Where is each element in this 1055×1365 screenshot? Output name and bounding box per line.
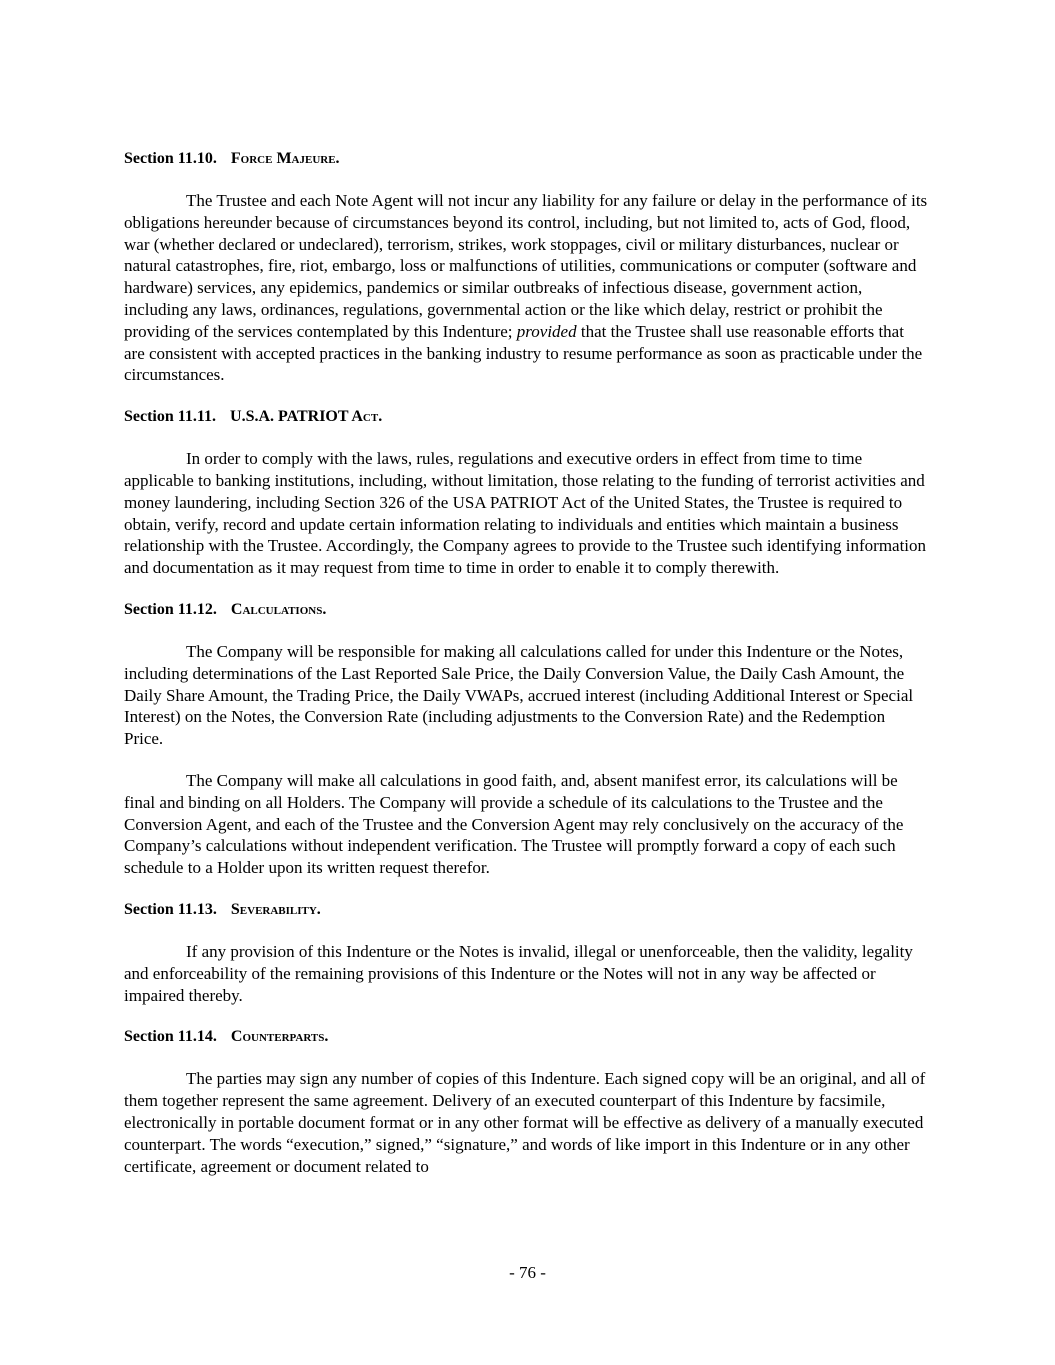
section-title: Counterparts. [230, 1028, 329, 1046]
page-number: - 76 - [509, 1263, 546, 1282]
section-heading [124, 899, 928, 921]
section-heading [124, 148, 928, 170]
section-11-14 [124, 1026, 928, 1177]
section-paragraph [124, 190, 928, 386]
section-title: Severability. [230, 900, 321, 918]
section-number: Section 11.13. [124, 900, 217, 918]
section-11-11 [124, 406, 928, 579]
paragraph-text: that the Trustee shall use reasonable efforts that are consistent with accepted practices in the banking industry to resume performance as soon as practicable under the circumstances. [124, 321, 923, 385]
section-paragraph: The Company will make all calculations in good faith, and, absent manifest error, its calculations will be final and binding on all Holders. The Company will provide a schedule of its calculations to the Trustee and the Conversion Agent, and each of the Trustee and the Conversion Agent may rely conclusively on the accuracy of the Company’s calculations without independent verification. The Trustee will promptly forward a copy of each such schedule to a Holder upon its written request therefor. [124, 770, 904, 878]
section-11-10 [124, 148, 928, 386]
section-11-12 [124, 599, 928, 879]
section-number: Section 11.12. [124, 600, 217, 618]
section-title: Calculations. [230, 600, 327, 618]
document-page [124, 148, 928, 1197]
section-heading [124, 1026, 928, 1048]
section-heading [124, 599, 928, 621]
section-paragraph: If any provision of this Indenture or the Notes is invalid, illegal or unenforceable, then the validity, legality and enforceability of the remaining provisions of this Indenture or the Notes will not in any way be affected or impaired thereby. [124, 941, 913, 1005]
section-paragraph: In order to comply with the laws, rules, regulations and executive orders in effect from time to time applicable to banking institutions, including, without limitation, those relating to the funding of terrorist activities and money laundering, including Section 326 of the USA PATRIOT Act of the United States, the Trustee is required to obtain, verify, record and update certain information relating to individuals and entities which maintain a business relationship with the Trustee. Accordingly, the Company agrees to provide to the Trustee such identifying information and documentation as it may request from time to time in order to enable it to comply therewith. [124, 449, 927, 578]
section-paragraph: The parties may sign any number of copies of this Indenture. Each signed copy will be an original, and all of them together represent the same agreement. Delivery of an executed counterpart of this Indenture by facsimile, electronically in portable document format or in any other format will be effective as delivery of a manually executed counterpart. The words “execution,” signed,” “signature,” and words of like import in this Indenture or in any other certificate, agreement or document related to [124, 1069, 926, 1176]
section-title: Force Majeure. [230, 150, 340, 167]
section-heading [124, 406, 928, 428]
paragraph-text: The Trustee and each Note Agent will not incur any liability for any failure or delay in the performance of its obligations hereunder because of circumstances beyond its control, including, but not limited to, acts of God, flood, war (whether declared or undeclared), terrorism, strikes, work stoppages, civil or military disturbances, nuclear or natural catastrophes, fire, riot, embargo, loss or malfunctions of utilities, communications or computer (software and hardware) services, any epidemics, pandemics or similar outbreaks of infectious disease, government action, including any laws, ordinances, regulations, governmental action or the like which delay, restrict or prohibit the providing of the services contemplated by this Indenture; [124, 191, 928, 341]
paragraph-italic-term: provided [516, 321, 577, 341]
section-number: Section 11.11. [124, 408, 217, 426]
section-11-13 [124, 899, 928, 1006]
section-title: U.S.A. PATRIOT Act. [230, 408, 383, 426]
section-number: Section 11.10. [124, 150, 217, 167]
section-number: Section 11.14. [124, 1028, 217, 1046]
section-paragraph: The Company will be responsible for making all calculations called for under this Indenture or the Notes, including determinations of the Last Reported Sale Price, the Daily Conversion Value, the Daily Cash Amount, the Daily Share Amount, the Trading Price, the Daily VWAPs, accrued interest (including Additional Interest or Special Interest) on the Notes, the Conversion Rate (including adjustments to the Conversion Rate) and the Redemption Price. [124, 641, 914, 749]
